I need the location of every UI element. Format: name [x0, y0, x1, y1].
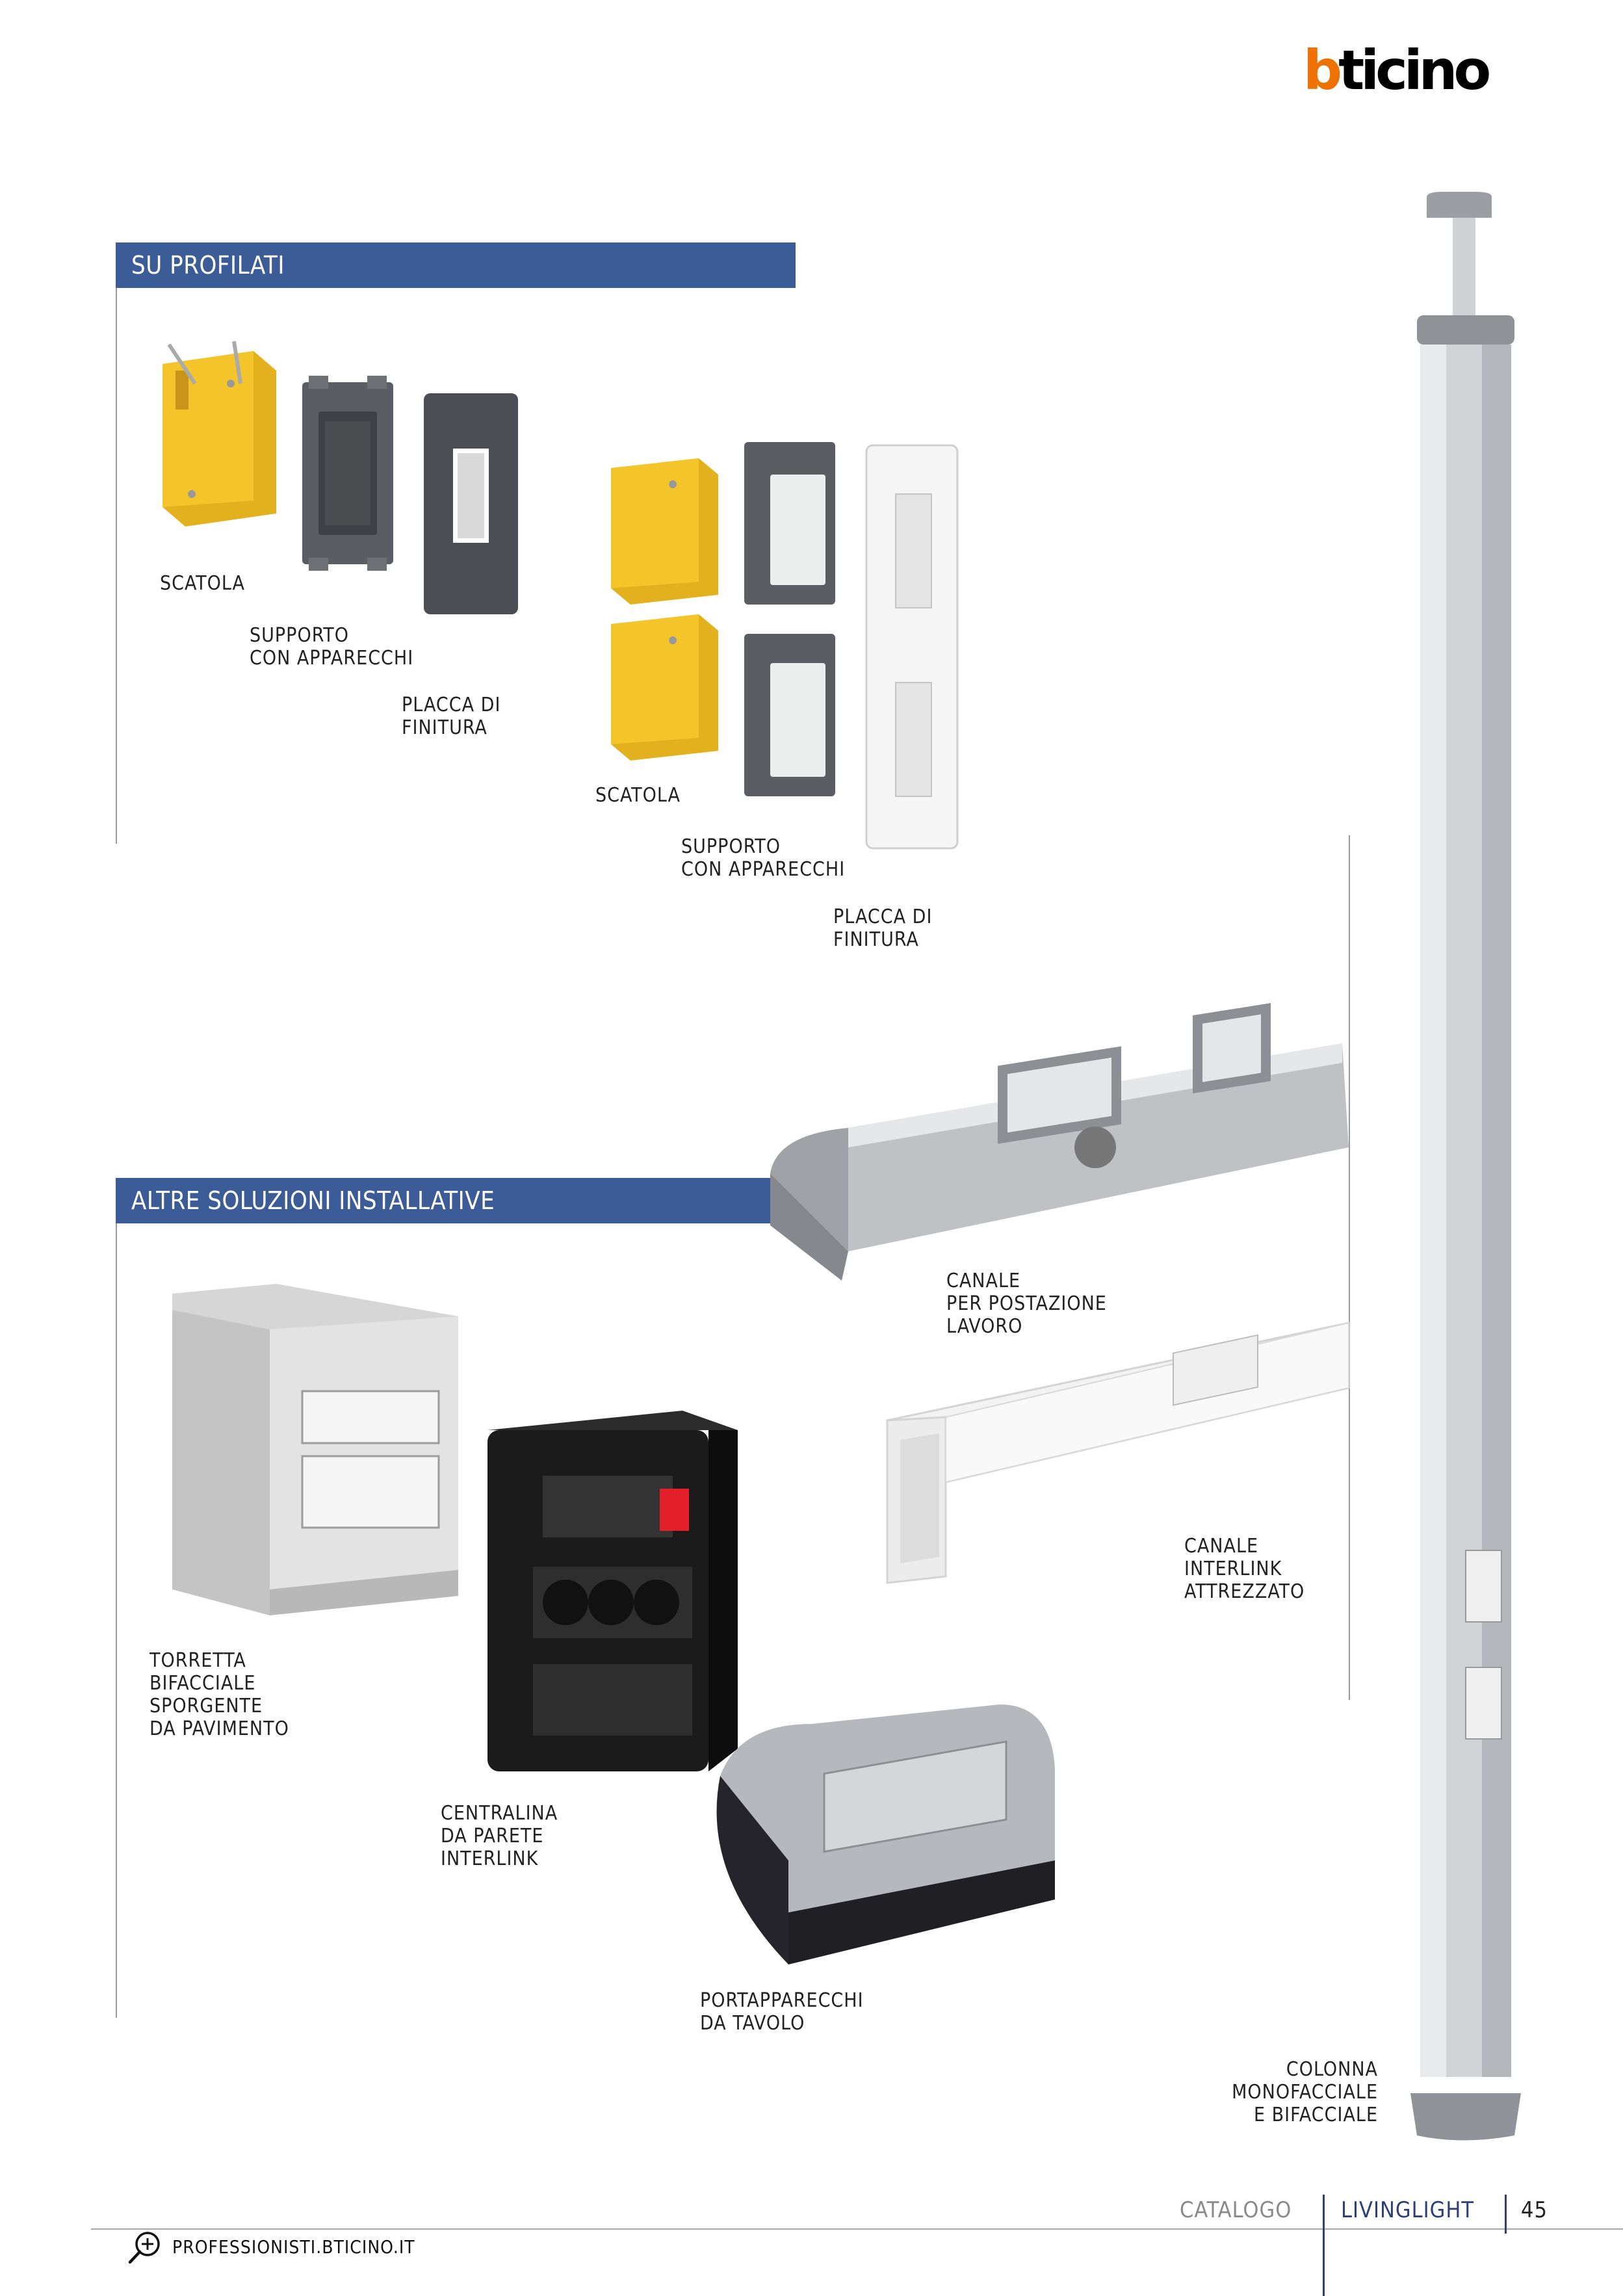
label-supporto-2: SUPPORTO CON APPARECCHI — [681, 835, 846, 881]
scatola-image-2 — [608, 452, 721, 764]
label-canale-interlink: CANALE INTERLINK ATTREZZATO — [1184, 1535, 1305, 1603]
supporto-image-2 — [741, 436, 842, 806]
section-title: SU PROFILATI — [131, 251, 285, 280]
footer-divider — [1323, 2195, 1325, 2296]
colonna-image — [1404, 192, 1527, 2142]
label-torretta: TORRETTA BIFACCIALE SPORGENTE DA PAVIMENTO — [149, 1649, 289, 1740]
section-divider-line — [116, 1223, 117, 2018]
label-scatola-2: SCATOLA — [595, 784, 681, 807]
footer-divider — [1505, 2195, 1507, 2234]
label-centralina: CENTRALINA DA PARETE INTERLINK — [441, 1802, 558, 1870]
website-link[interactable]: PROFESSIONISTI.BTICINO.IT — [172, 2236, 415, 2258]
label-supporto-1: SUPPORTO CON APPARECCHI — [250, 624, 414, 670]
footer-livinglight: LIVINGLIGHT — [1341, 2197, 1475, 2223]
scatola-image-1 — [156, 345, 279, 527]
footer-catalogo: CATALOGO — [1180, 2197, 1292, 2223]
page-number: 45 — [1521, 2197, 1548, 2223]
torretta-image — [172, 1284, 458, 1622]
placca-image-2 — [866, 445, 964, 852]
label-placca-2: PLACCA DI FINITURA — [833, 906, 933, 951]
bticino-logo — [1303, 38, 1511, 102]
label-canale-postazione: CANALE PER POSTAZIONE LAVORO — [946, 1270, 1107, 1338]
canale-postazione-image — [770, 1030, 1352, 1281]
label-portapparecchi: PORTAPPARECCHI DA TAVOLO — [700, 1989, 864, 2035]
section-title: ALTRE SOLUZIONI INSTALLATIVE — [131, 1186, 495, 1215]
placca-image-1 — [424, 393, 521, 618]
section-divider-line — [116, 288, 117, 844]
section-header-altre-soluzioni — [116, 1178, 772, 1223]
label-placca-1: PLACCA DI FINITURA — [402, 694, 501, 739]
logo-accent: b — [1303, 38, 1339, 102]
label-colonna: COLONNA MONOFACCIALE E BIFACCIALE — [1232, 2058, 1378, 2126]
section-header-su-profilati — [116, 242, 796, 288]
supporto-image-1 — [296, 376, 403, 571]
footer-rule — [91, 2228, 1623, 2230]
label-scatola-1: SCATOLA — [160, 572, 246, 595]
portapparecchi-image — [701, 1698, 1061, 1964]
magnifier-plus-icon — [127, 2230, 162, 2265]
logo-rest: ticino — [1338, 38, 1488, 102]
